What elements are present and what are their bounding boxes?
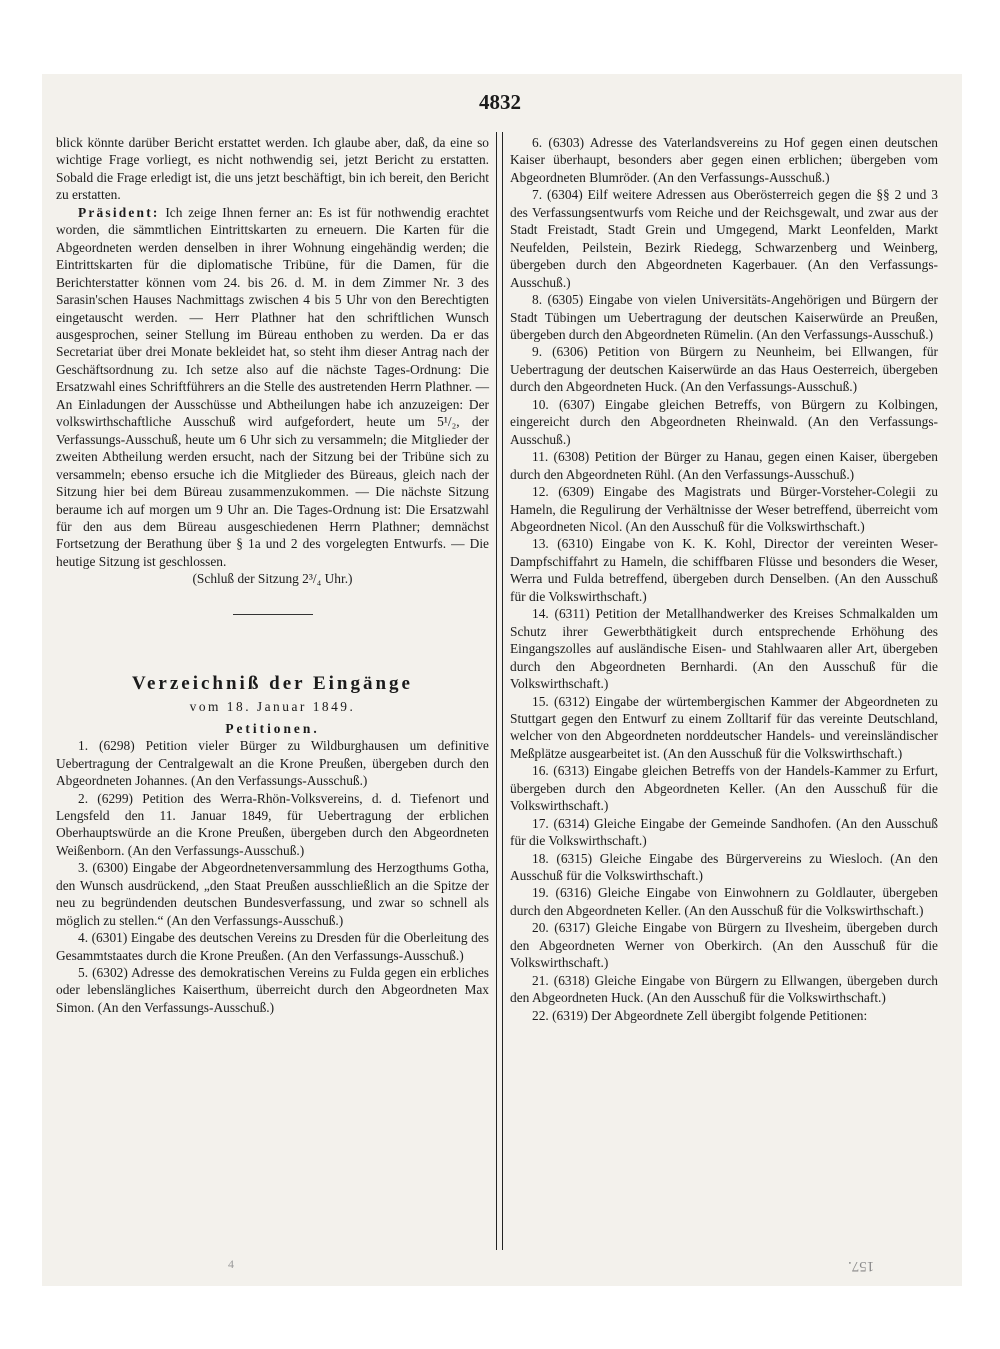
list-item: 20. (6317) Gleiche Eingabe von Bürgern zu Ilvesheim, übergeben durch den Abgeordneten Werner von Oberkirch. (An den Ausschuß für die Volkswirthschaft.) (510, 920, 938, 971)
list-item: 18. (6315) Gleiche Eingabe des Bürgervereins zu Wiesloch. (An den Ausschuß für die Volkswirthschaft.) (510, 850, 938, 884)
list-item: 6. (6303) Adresse des Vaterlandsvereins zu Hof gegen einen deutschen Kaiser überhaupt, besonders aber gegen einen erblichen; übergeben vom Abgeordneten Blumröder. (An den Verfassungs-Ausschuß.) (510, 135, 938, 185)
list-item: 14. (6311) Petition der Metallhandwerker des Kreises Schmalkalden um Schutz ihrer Gewerbthätigkeit durch entsprechende Erhöhung des Eingangszolles auf ausländische Eisen- und Stahlwaaren aller Art, übergeben durch den Abgeordneten Bernhardi. (An den Ausschuß für die Volkswirthschaft.) (510, 606, 938, 692)
list-item: 7. (6304) Eilf weitere Adressen aus Oberösterreich gegen die §§ 2 und 3 des Verfassungsentwurfs vom Reiche und der Reichsgewalt, und zwar aus der Stadt Freistadt, Stadt Grein und Umgegend, Markt Leonfelden, Markt Neufelden, Peilstein, Bezirk Riedegg, Schwarzenberg und Weinberg, übergeben durch den Abgeordneten Kagerbauer. (An den Verfassungs-Ausschuß.) (510, 187, 938, 290)
section-date: vom 18. Januar 1849. (189, 699, 356, 715)
list-item: 11. (6308) Petition der Bürger zu Hanau, gegen einen Kaiser, übergeben durch den Abgeordneten Rühl. (An den Verfassungs-Ausschuß.) (510, 449, 938, 482)
sheet-number: 157. (848, 1258, 875, 1274)
signature-mark: 4 (228, 1257, 234, 1271)
left-column (56, 134, 489, 1016)
paragraph: blick könnte darüber Bericht erstattet werden. Ich glaube aber, daß, da eine so wichtige Frage vorliegt, es nicht nothwendig sei, jetzt Bericht zu erstatten. Sobald die Frage erledigt ist, die uns jetzt beschäftigt, bin ich bereit, den Bericht zu erstatten. (56, 135, 489, 203)
president-paragraph (56, 204, 489, 571)
list-item: 2. (6299) Petition des Werra-Rhön-Volksvereins, d. d. Tiefenort und Lengsfeld den 11. Januar 1849, für Uebertragung der erblichen Oberhauptswürde an die Krone Preußen, übergeben durch den Abgeordneten Weißenborn. (An den Verfassungs-Ausschuß.) (56, 790, 489, 858)
list-item: 22. (6319) Der Abgeordnete Zell übergibt folgende Petitionen: (532, 1007, 868, 1023)
page-number: 4832 (479, 90, 521, 114)
list-item: 17. (6314) Gleiche Eingabe der Gemeinde Sandhofen. (An den Ausschuß für die Volkswirthschaft.) (510, 815, 938, 849)
list-item: 21. (6318) Gleiche Eingabe von Bürgern zu Ellwangen, übergeben durch den Abgeordneten Huck. (An den Ausschuß für die Volkswirthschaft.) (510, 972, 938, 1006)
petitions-heading: Petitionen. (225, 720, 320, 736)
divider-rule (233, 614, 313, 615)
list-item: 10. (6307) Eingabe gleichen Betreffs, von Bürgern zu Kolbingen, eingereicht durch den Abgeordneten Rheinwald. (An den Verfassungs-Ausschuß.) (510, 396, 938, 447)
list-item: 1. (6298) Petition vieler Bürger zu Wildburghausen um definitive Uebertragung der Centralgewalt an die Krone Preußen, übergeben durch den Abgeordneten Johannes. (An den Verfassungs-Ausschuß.) (56, 738, 489, 789)
list-item: 4. (6301) Eingabe des deutschen Vereins zu Dresden für die Oberleitung des Gesammtstaates durch die Krone Preußen. (An den Verfassungs-Ausschuß.) (56, 930, 489, 963)
column-divider (496, 132, 503, 1250)
list-item: 3. (6300) Eingabe der Abgeordnetenversammlung des Herzogthums Gotha, den Wunsch ausdrückend, „den Staat Preußen ausschließlich an die Spitze der neu zu begründenden deutschen Bundesverfassung, und zwar so schnell als möglich zu stellen.“ (An den Verfassungs-Ausschuß.) (56, 860, 489, 928)
list-item: 8. (6305) Eingabe von vielen Universitäts-Angehörigen und Bürgern der Stadt Tübingen um Uebertragung der deutschen Kaiserwürde an Preußen, übergeben durch den Abgeordneten Rümelin. (An den Verfassungs-Ausschuß.) (510, 292, 938, 342)
list-item: 19. (6316) Gleiche Eingabe von Einwohnern zu Goldlauter, übergeben durch den Abgeordneten Keller. (An den Ausschuß für die Volkswirthschaft.) (510, 885, 938, 918)
right-column (510, 134, 938, 1024)
list-item: 9. (6306) Petition von Bürgern zu Neunheim, bei Ellwangen, für Uebertragung der deutschen Kaiserwürde an das Haus Oesterreich, übergeben durch den Abgeordneten Huck. (An den Verfassungs-Ausschuß.) (510, 344, 938, 395)
session-closing: (Schluß der Sitzung 2³/₄ Uhr.) (192, 571, 353, 587)
president-speech: Ich zeige Ihnen ferner an: Es ist für nothwendig erachtet worden, die sämmtlichen Eintrittskarten zu erneuern. Die Karten für die Abgeordneten werden denselben in ihrer Wohnung eingehändig werden; die Eintrittskarten für die diplomatische Tribüne, für die Damen, für die Berichterstatter können vom 24. bis 26. d. M. in dem Zimmer Nr. 3 des Sarasin'schen Hauses Nachmittags zwischen 4 bis 5 Uhr von den Berechtigten eingetauscht werden. — Herr Plathner hat den schriftlichen Wunsch ausgesprochen, seiner Stellung im Büreau enthoben zu werden. Da er das Secretariat über drei Monate bekleidet hat, so steht ihm dieser Antrag nach der Geschäftsordnung zu. Ich setze also auf die nächste Tages-Ordnung: Die Ersatzwahl eines Schriftführers an die Stelle des austretenden Herrn Plathner. — An Einladungen der Ausschüsse und Abtheilungen habe ich anzuzeigen: Der volkswirthschaftliche Ausschuß wird aufgefordert, heute um 5¹/₂, der Verfassungs-Ausschuß, heute um 6 Uhr sich zu versammeln; die Mitglieder der zweiten Abtheilung werden ersucht, nach der Sitzung bei der Tribüne sich zu versammeln; ebenso ersuche ich die Mitglieder des Büreaus, gleich nach der Sitzung hier bei dem Büreau zusammenzukommen. — Die nächste Sitzung beraume ich auf morgen um 9 Uhr an. Die Tages-Ordnung ist: Die Ersatzwahl für den aus dem Büreau ausgeschiedenen Herrn Plathner; demnächst Fortsetzung der Berathung über § 1a und 2 des vorgelegten Entwurfs. — Die heutige Sitzung ist geschlossen. (56, 204, 489, 569)
speaker-name: Präsident: (78, 204, 160, 220)
list-item: 12. (6309) Eingabe des Magistrats und Bürger-Vorsteher-Colegii zu Hameln, die Regulirung der Verhältnisse der Weser betreffend, überreicht vom Abgeordneten Nicol. (An den Ausschuß für die Volkswirthschaft.) (510, 484, 938, 534)
list-item: 13. (6310) Eingabe von K. K. Kohl, Director der vereinten Weser-Dampfschiffahrt zu Hameln, die schiffbaren Flüsse und besonders die Weser, Werra und Fulda betreffend, übergeben durch Denselben. (An den Ausschuß für die Volkswirthschaft.) (510, 536, 938, 604)
list-item: 5. (6302) Adresse des demokratischen Vereins zu Fulda gegen ein erbliches oder lebenslängliches Kaiserthum, überreicht durch den Abgeordneten Max Simon. (An den Verfassungs-Ausschuß.) (56, 965, 489, 1015)
list-item: 16. (6313) Eingabe gleichen Betreffs von der Handels-Kammer zu Erfurt, übergeben durch den Abgeordneten Keller. (An den Ausschuß für die Volkswirthschaft.) (510, 763, 938, 814)
list-item: 15. (6312) Eingabe der würtembergischen Kammer der Abgeordneten zu Stuttgart gegen den Entwurf zu einem Zolltarif für das vereinte Deutschland, welcher von den Abgeordneten norddeutscher Handels- und vereinsländischer Meßplätze ausgearbeitet ist. (An den Ausschuß für die Volkswirthschaft.) (510, 693, 938, 761)
section-heading: Verzeichniß der Eingänge (131, 672, 413, 694)
